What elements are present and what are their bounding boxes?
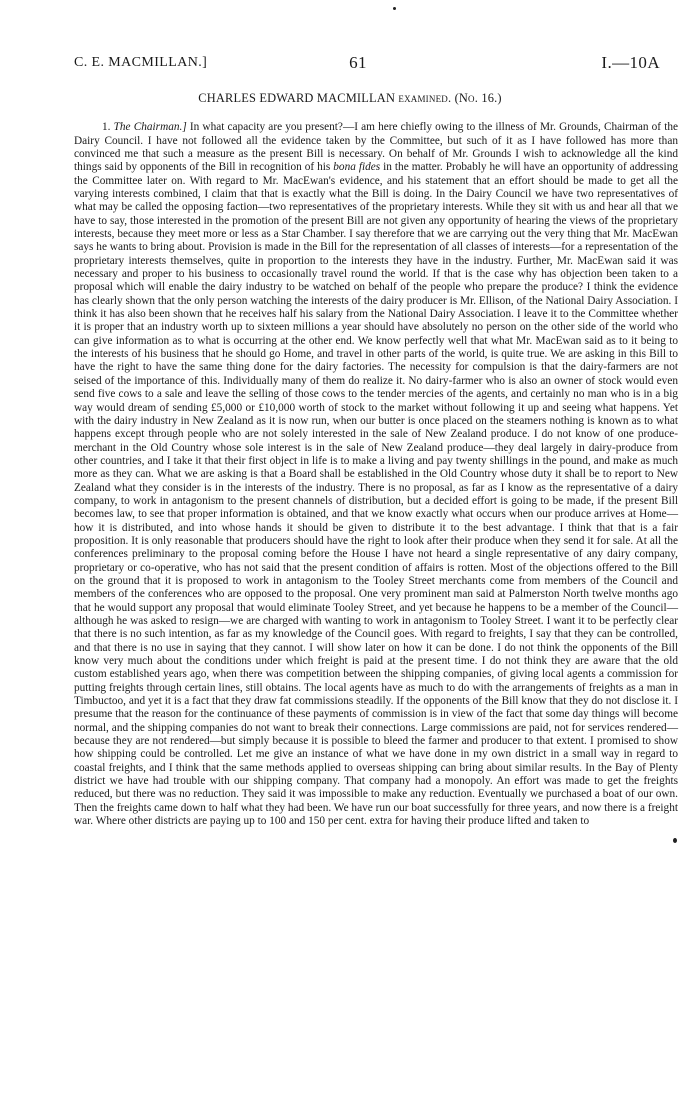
scan-speck-right <box>673 838 677 843</box>
section-title: CHARLES EDWARD MACMILLAN examined. (No. 16.) <box>198 91 502 105</box>
question-text: In what capacity are you present? <box>189 121 343 134</box>
page-number: 61 <box>349 53 367 72</box>
page-header <box>74 55 660 77</box>
answer-italic-phrase: bona fides <box>333 161 381 174</box>
header-witness-name: C. E. MACMILLAN.] <box>74 55 208 70</box>
scan-speck-top <box>393 7 396 10</box>
answer-text-part-1: —I am here chiefly owing to the illness of Mr. Grounds, Chairman of the Dairy Council. I have not followed all the evidence taken by the Committee, but such of it as I have followed has more than convinced me that such a measure as the present Bill is necessary. On behalf of Mr. Grounds I wish to acknowledge all the kind things said by opponents of the Bill in recognition of his <box>74 121 678 174</box>
answer-text-part-2: in the matter. Probably he will have an opportunity of addressing the Committee later on. With regard to Mr. MacEwan's evidence, and his statement that an effort should be made to get all the varying interests combined, I claim that that is exactly what the Bill is doing. In the Dairy Council we have two representatives of what may be called the opposing faction—two representatives of the proprietary interests. While they sit with us and hear all that we have to say, those interested in the promotion of the present Bill are not given any opportunity of hearing the views of the proprietary interests, because they meet more or less as a Star Chamber. I say therefore that we are carrying out the very thing that Mr. MacEwan says he wants to bring about. Provision is made in the Bill for the representation of all classes of interests—for a representation of the proprietary interests themselves, quite in proportion to the interests they have in the industry. Further, Mr. MacEwan said it was necessary and proper to his business to occasionally travel round the world. If that is the case why has objection been taken to a proposal which will enable the dairy industry to be watched on behalf of the people who prepare the produce? I think the evidence has clearly shown that the only person watching the interests of the dairy producer is Mr. Ellison, of the National Dairy Association. I think it has also been shown that he receives half his salary from the National Dairy Association. I leave it to the Committee whether it is proper that an industry worth up to sixteen millions a year should have absolutely no person on the other side of the world who can give information as to what is occurring at the other end. We know perfectly well that what Mr. MacEwan said as to it being to the interests of his business that he should go Home, and travel in other parts of the world, is quite true. We are asking in this Bill to have the right to have the same thing done for the dairy factories. The necessity for compulsion is that the dairy-farmers are not seised of the importance of this. Individually many of them do realize it. No dairy-farmer who is also an owner of stock would even send five cows to a sale and leave the selling of those cows to the tender mercies of the agents, and certainly no man who is in a big way would dream of sending £5,000 or £10,000 worth of stock to the market without following it up and seeing what happens. Yet with the dairy industry in New Zealand as it is now run, when our butter is once placed on the steamers nothing is known as to what happens except through people who are not solely interested in the sale of New Zealand produce. I do not know of one produce-merchant in the Old Country whose sole interest is in the sale of New Zealand produce—they deal largely in dairy-produce from other countries, and I take it that their first object in life is to make a living and pay twenty shillings in the pound, and make as much more as they can. What we are asking is that a Board shall be established in the Old Country whose duty it shall be to report to New Zealand what they consider is in the interests of the industry. There is no proposal, as far as I know as the representative of a dairy company, to work in antagonism to the present channels of distribution, but a decided effort is going to be made, if the present Bill becomes law, to see that proper information is obtained, and that we know exactly what occurs when our produce arrives at Home—how it is distributed, and into whose hands it should be given to distribute it to the best advantage. I think that that is a fair proposition. It is only reasonable that producers should have the right to look after their produce when they send it for sale. At all the conferences preliminary to the proposal coming before the House I have not heard a single representative of any dairy company, proprietary or co-operative, who has not said that the present condition of affairs is rotten. Most of the objections offered to the Bill on the ground that it is proposed to work in antagonism to the Tooley Street merchants come from members of the Council and members of the conferences who are opposed to the proposal. One very prominent man said at Palmerston North twelve months ago that he would support any proposal that would eliminate Tooley Street, and yet because he happens to be a member of the Council—although he was asked to resign—we are charged with wanting to work in antagonism to Tooley Street. I want it to be perfectly clear that there is no such intention, as far as my knowledge of the Council goes. With regard to freights, I say that they can be controlled, and that there is no use in saying that they cannot. I will show later on how it can be done. I do not think the opponents of the Bill know very much about the conditions under which freight is paid at the present time. I do not think they are aware that the old custom established years ago, when there was competition between the shipping companies, of giving local agents a commission for putting freights through certain lines, still obtains. The local agents have as much to do with the arrangements of freights as a man in Timbuctoo, and yet it is a fact that they draw fat commissions steadily. If the opponents of the Bill know that they do not disclose it. I presume that the reason for the continuance of these payments of commission is in view of the fact that some day things will become normal, and the shipping companies do not want to break their connections. Large commissions are paid, not for services rendered—because they are not rendered—but simply because it is possible to bleed the farmer and producer to that extent. I promised to show how shipping could be controlled. Let me give an instance of what we have done in my own district in a small way in regard to coastal freights, and I think that the same methods applied to overseas shipping can bring about similar results. In the Bay of Plenty district we have had trouble with our shipping company. That company had a monopoly. An effort was made to get the freights reduced, but there was no reduction. They said it was impossible to make any reduction. Eventually we purchased a boat of our own. Then the freights came down to half what they had been. We have run our boat successfully for three years, and now there is a freight war. Where other districts are paying up to 100 and 150 per cent. extra for having their produce lifted and taken to <box>74 161 678 828</box>
speaker-label: The Chairman.] <box>113 121 187 134</box>
evidence-paragraph <box>74 121 678 828</box>
question-number: 1. <box>102 121 111 134</box>
paper-reference: I.—10A <box>601 53 660 72</box>
